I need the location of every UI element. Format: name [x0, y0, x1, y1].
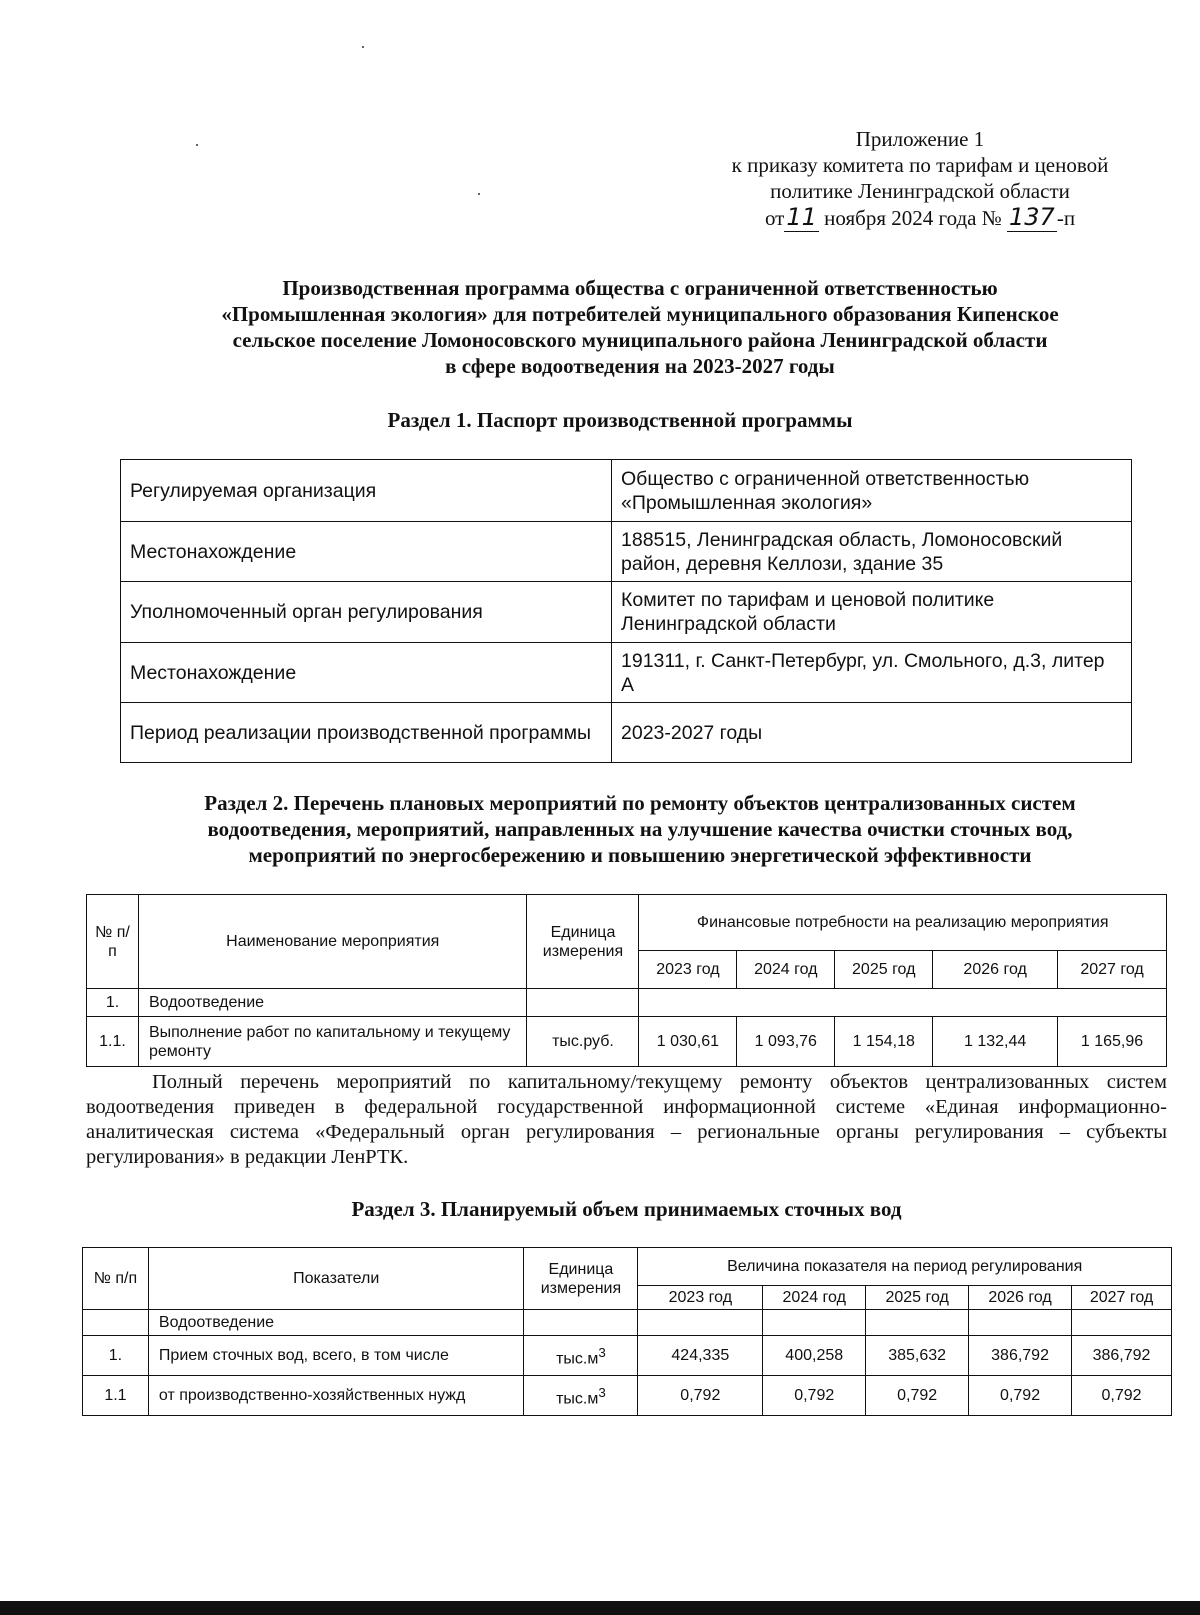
- row-value: 386,792: [1072, 1336, 1172, 1376]
- section2-heading-line2: водоотведения, мероприятий, направленных на улучшение качества очистки сточных вод,: [207, 817, 1073, 841]
- row-value: 0,792: [763, 1376, 866, 1416]
- col-header-name: Показатели: [148, 1248, 524, 1310]
- section2-heading-line3: мероприятий по энергосбережению и повышению энергетической эффективности: [248, 843, 1032, 867]
- handwritten-order-number: 137: [1009, 203, 1055, 231]
- table-row: [83, 1310, 1172, 1336]
- row-unit: [527, 989, 639, 1017]
- row-name: Выполнение работ по капитальному и текущему ремонту: [138, 1017, 527, 1067]
- row-value: 1 132,44: [933, 1017, 1058, 1067]
- row-num: 1.: [87, 989, 139, 1017]
- row-value: 385,632: [866, 1336, 969, 1376]
- appendix-header: [640, 126, 1200, 231]
- row-value: 0,792: [969, 1376, 1072, 1416]
- unit-base: тыс.м: [556, 1390, 599, 1408]
- table-row: [121, 582, 1132, 643]
- table-row: [83, 1336, 1172, 1376]
- unit-base: тыс.м: [556, 1350, 599, 1368]
- row-value: [969, 1310, 1072, 1336]
- col-header-name: Наименование мероприятия: [138, 895, 527, 989]
- passport-value: Общество с ограниченной ответственностью «Промышленная экология»: [612, 460, 1132, 522]
- col-header-num: № п/п: [83, 1248, 149, 1310]
- row-name: Прием сточных вод, всего, в том числе: [148, 1336, 524, 1376]
- row-value: 400,258: [763, 1336, 866, 1376]
- col-header-value: Величина показателя на период регулирования: [638, 1248, 1172, 1286]
- row-num: 1.1.: [87, 1017, 139, 1067]
- row-value: [1072, 1310, 1172, 1336]
- row-value: 424,335: [638, 1336, 763, 1376]
- row-name: Водоотведение: [148, 1310, 524, 1336]
- date-text: ноября 2024 года №: [824, 206, 1002, 230]
- col-header-year: 2026 год: [933, 951, 1058, 989]
- row-values-empty: [639, 989, 1167, 1017]
- title-line1: Производственная программа общества с ограниченной ответственностью: [282, 276, 998, 300]
- col-header-year: 2027 год: [1058, 951, 1167, 989]
- col-header-unit: Единица измерения: [524, 1248, 638, 1310]
- unit-superscript: 3: [598, 1384, 606, 1400]
- passport-label: Местонахождение: [121, 643, 612, 703]
- col-header-year: 2023 год: [638, 1286, 763, 1310]
- passport-table: [120, 459, 1132, 763]
- col-header-year: 2024 год: [737, 951, 835, 989]
- passport-value: 2023-2027 годы: [612, 703, 1132, 763]
- row-value: 1 030,61: [639, 1017, 737, 1067]
- title-line2: «Промышленная экология» для потребителей муниципального образования Кипенское: [221, 302, 1059, 326]
- table-header-row: [87, 895, 1167, 951]
- row-unit: [524, 1310, 638, 1336]
- col-header-unit: Единица измерения: [527, 895, 639, 989]
- measures-table: [86, 894, 1167, 1067]
- scan-speck: [478, 193, 480, 195]
- row-value: 1 165,96: [1058, 1017, 1167, 1067]
- date-prefix: от: [764, 206, 785, 230]
- passport-value: 188515, Ленинградская область, Ломоносовский район, деревня Келлози, здание 35: [612, 522, 1132, 582]
- section3-heading: Раздел 3. Планируемый объем принимаемых сточных вод: [351, 1197, 902, 1221]
- col-header-year: 2024 год: [763, 1286, 866, 1310]
- table-row: [87, 1017, 1167, 1067]
- appendix-line1: Приложение 1: [855, 127, 985, 151]
- row-unit: [524, 1336, 638, 1376]
- passport-label: Уполномоченный орган регулирования: [121, 582, 612, 643]
- title-line3: сельское поселение Ломоносовского муниципального района Ленинградской области: [232, 328, 1048, 352]
- row-name: от производственно-хозяйственных нужд: [148, 1376, 524, 1416]
- table-row: [121, 522, 1132, 582]
- row-num: 1.1: [83, 1376, 149, 1416]
- passport-label: Местонахождение: [121, 522, 612, 582]
- row-value: 0,792: [1072, 1376, 1172, 1416]
- appendix-line2: к приказу комитета по тарифам и ценовой: [731, 153, 1109, 177]
- table-row: [87, 989, 1167, 1017]
- row-value: 386,792: [969, 1336, 1072, 1376]
- scan-speck: [362, 46, 364, 48]
- col-header-year: 2027 год: [1072, 1286, 1172, 1310]
- handwritten-day: 11: [786, 203, 817, 231]
- table-row: [121, 703, 1132, 763]
- passport-value: 191311, г. Санкт-Петербург, ул. Смольного, д.3, литер А: [612, 643, 1132, 703]
- unit-superscript: 3: [598, 1344, 606, 1360]
- wastewater-volume-table: [82, 1247, 1172, 1416]
- scan-edge-bar: [0, 1601, 1200, 1615]
- section1-heading: Раздел 1. Паспорт производственной программы: [387, 408, 853, 432]
- row-unit: тыс.руб.: [527, 1017, 639, 1067]
- table-header-row: [83, 1248, 1172, 1286]
- passport-label: Период реализации производственной программы: [121, 703, 612, 763]
- row-value: 0,792: [638, 1376, 763, 1416]
- title-line4: в сфере водоотведения на 2023-2027 годы: [445, 354, 835, 378]
- row-name: Водоотведение: [138, 989, 527, 1017]
- row-value: 1 154,18: [835, 1017, 933, 1067]
- col-header-year: 2025 год: [835, 951, 933, 989]
- row-value: [638, 1310, 763, 1336]
- section2-heading-line1: Раздел 2. Перечень плановых мероприятий по ремонту объектов централизованных систем: [204, 791, 1076, 815]
- row-unit: [524, 1376, 638, 1416]
- appendix-date-line: [640, 204, 1200, 231]
- row-value: [763, 1310, 866, 1336]
- table-row: [83, 1376, 1172, 1416]
- scan-speck: [196, 144, 198, 146]
- passport-value: Комитет по тарифам и ценовой политике Ленинградской области: [612, 582, 1132, 643]
- appendix-line3: политике Ленинградской области: [770, 179, 1070, 203]
- col-header-financial: Финансовые потребности на реализацию мероприятия: [639, 895, 1167, 951]
- row-value: 0,792: [866, 1376, 969, 1416]
- col-header-year: 2026 год: [969, 1286, 1072, 1310]
- col-header-year: 2023 год: [639, 951, 737, 989]
- paragraph-full-list: Полный перечень мероприятий по капитальному/текущему ремонту объектов централизованных систем водоотведения приведен в федеральной государственной информационной системе «Единая информационно-аналитическая система «Федеральный орган регулирования – региональные органы регулирования – субъекты регулирования» в редакции ЛенРТК.: [86, 1071, 1167, 1168]
- passport-label: Регулируемая организация: [121, 460, 612, 522]
- document-title: [140, 275, 1140, 379]
- col-header-year: 2025 год: [866, 1286, 969, 1310]
- row-num: 1.: [83, 1336, 149, 1376]
- table-row: [121, 460, 1132, 522]
- row-value: [866, 1310, 969, 1336]
- order-suffix: -п: [1056, 206, 1076, 230]
- row-value: 1 093,76: [737, 1017, 835, 1067]
- table-row: [121, 643, 1132, 703]
- section2-heading: [120, 790, 1160, 868]
- col-header-num: № п/п: [87, 895, 139, 989]
- row-num: [83, 1310, 149, 1336]
